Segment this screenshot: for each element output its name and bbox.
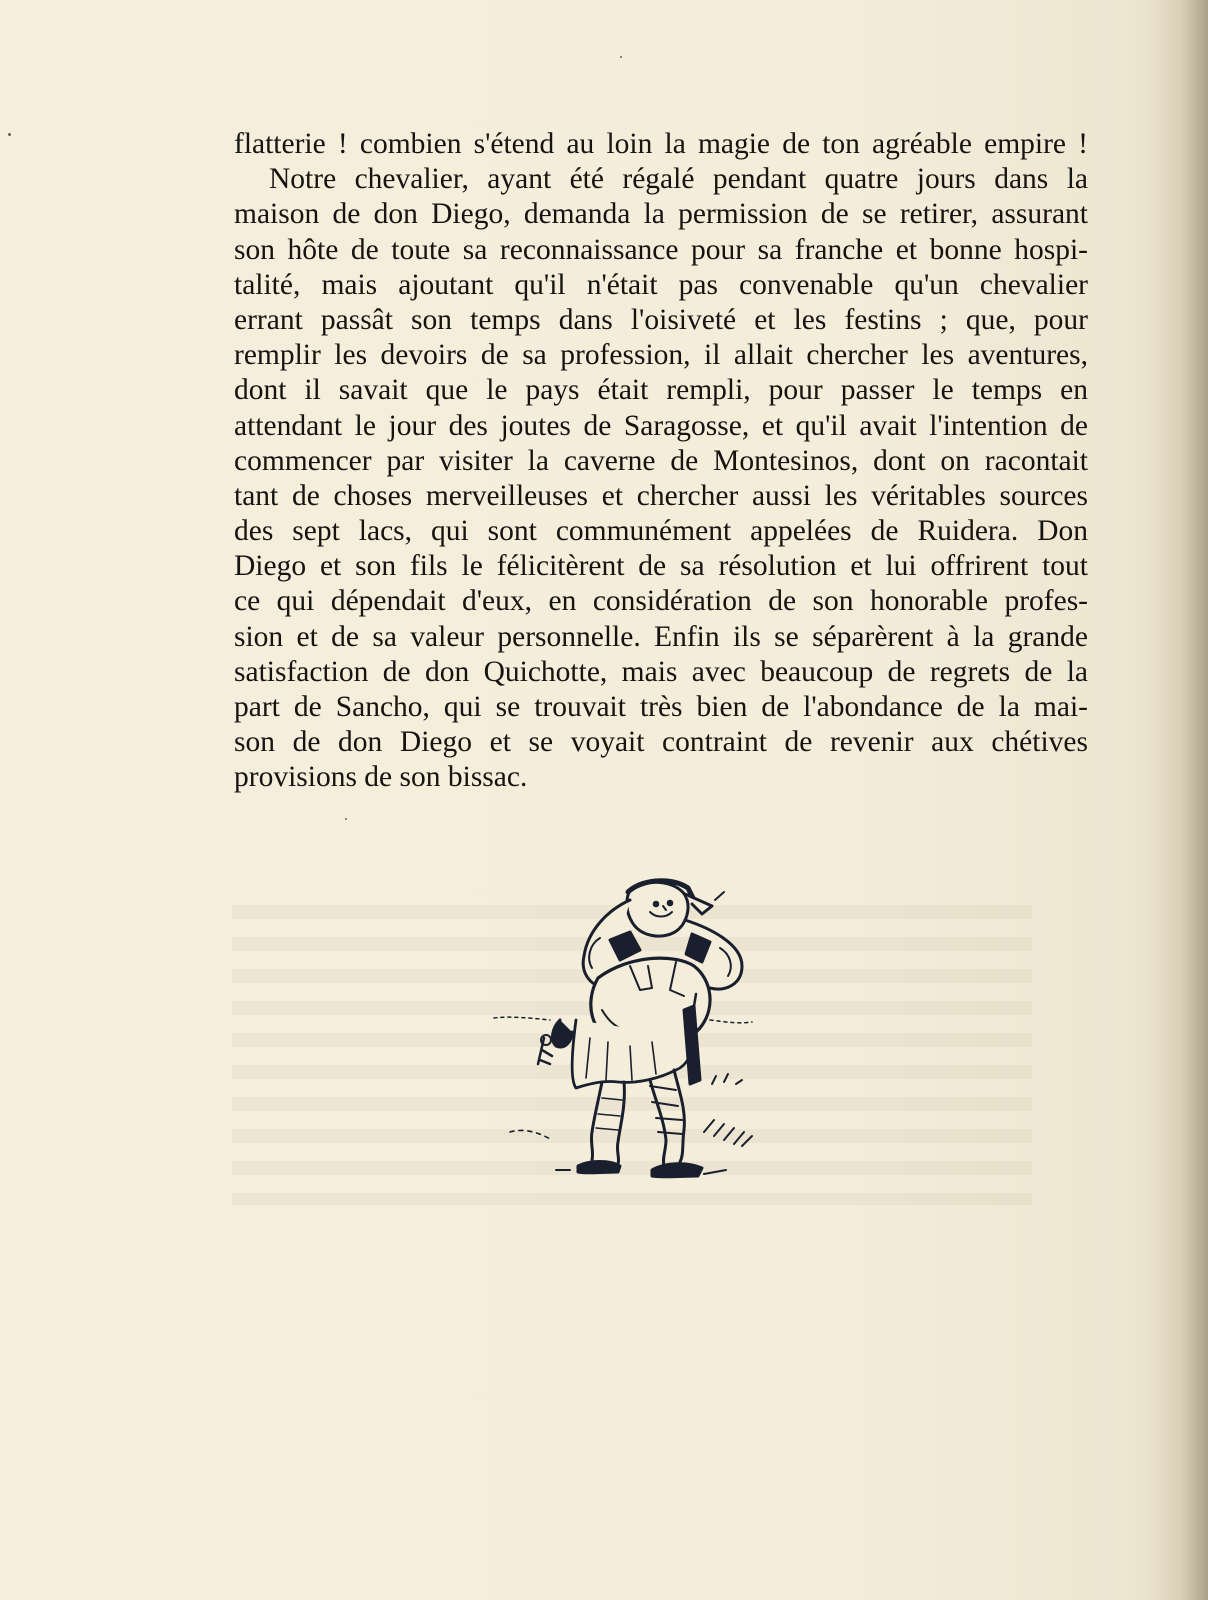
text-line: commencer par visiter la caverne de Montesinos, dont on racontait: [234, 444, 1088, 477]
text-line: part de Sancho, qui se trouvait très bien de l'abondance de la mai-: [234, 691, 1088, 723]
text-line: son hôte de toute sa reconnaissance pour sa franche et bonne hospi-: [234, 233, 1088, 266]
gutter-shadow: [1148, 0, 1208, 1600]
text-line: ce qui dépendait d'eux, en considération de son honorable profes-: [234, 585, 1088, 618]
paper-speck: [620, 56, 622, 58]
text-line: errant passât son temps dans l'oisiveté et les festins ; que, pour: [234, 303, 1088, 336]
text-line: maison de don Diego, demanda la permission de se retirer, assurant: [234, 198, 1088, 231]
text-line: tant de choses merveilleuses et chercher aussi les véritables sources: [234, 479, 1088, 512]
paper-speck: [8, 133, 11, 136]
text-line: flatterie ! combien s'étend au loin la magie de ton agréable empire !: [234, 128, 1088, 160]
body-text: [234, 127, 1088, 796]
text-line: remplir les devoirs de sa profession, il allait chercher les aventures,: [234, 339, 1088, 372]
text-line: Notre chevalier, ayant été régalé pendant quatre jours dans la: [269, 163, 1088, 196]
text-line: attendant le jour des joutes de Saragosse, et qu'il avait l'intention de: [234, 409, 1088, 442]
text-line: satisfaction de don Quichotte, mais avec beaucoup de regrets de la: [234, 655, 1088, 688]
text-line: provisions de son bissac.: [234, 761, 528, 794]
text-line: sion et de sa valeur personnelle. Enfin ils se séparèrent à la grande: [234, 620, 1088, 653]
text-line: son de don Diego et se voyait contraint de revenir aux chétives: [234, 726, 1088, 759]
sancho-illustration: [480, 870, 770, 1190]
text-line: Diego et son fils le félicitèrent de sa résolution et lui offrirent tout: [234, 550, 1088, 583]
paper-speck: [345, 818, 347, 820]
text-line: talité, mais ajoutant qu'il n'était pas convenable qu'un chevalier: [234, 268, 1088, 301]
text-line: des sept lacs, qui sont communément appelées de Ruidera. Don: [234, 515, 1088, 548]
text-line: dont il savait que le pays était rempli, pour passer le temps en: [234, 374, 1088, 407]
